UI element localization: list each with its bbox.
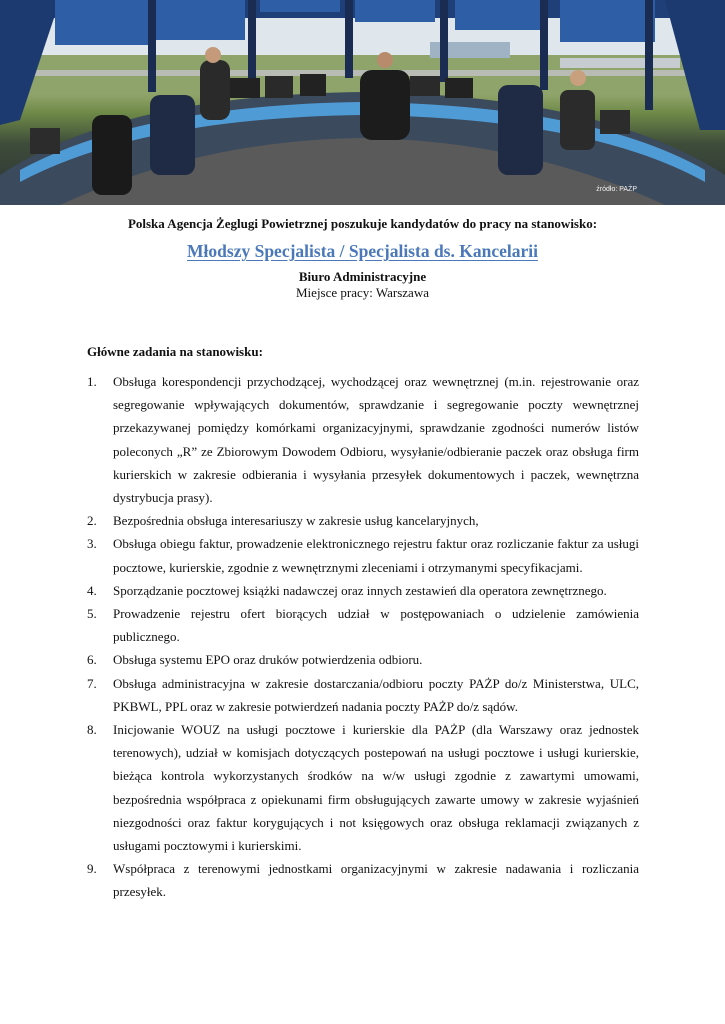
header-photo bbox=[0, 0, 725, 205]
tasks-list bbox=[87, 370, 639, 904]
department-name: Biuro Administracyjne bbox=[298, 269, 427, 284]
item-number: 4. bbox=[87, 582, 97, 598]
item-number: 1. bbox=[87, 374, 97, 389]
list-item bbox=[87, 532, 639, 578]
item-text: Inicjowanie WOUZ na usługi pocztowe i kurierskie dla PAŻP (dla Warszawy oraz jednostek terenowych), udział w komisjach dotyczących postepowań na usługi pocztowe i usługi kurierskie, bieżąca kontrola wykorzystanych środków na w/w usługi zgodnie z zawartymi umowami, bezpośrednia współpraca z opiekunami firm obsługujących zawarte umowy w zakresie wyjaśnień niezgodności oraz faktur korygujących i not księgowych oraz obsługa reklamacji związanych z usługami pocztowymi i kurierskimi. bbox=[113, 722, 639, 854]
tasks-heading: Główne zadania na stanowisku: bbox=[87, 344, 263, 359]
list-item bbox=[87, 857, 639, 903]
control-tower-illustration bbox=[0, 0, 725, 205]
item-number: 9. bbox=[87, 861, 97, 877]
item-text: Obsługa obiegu faktur, prowadzenie elektronicznego rejestru faktur oraz rozliczanie faktur za usługi pocztowe, kurierskie, zgodnie z wewnętrznymi zleceniami i otrzymanymi specyfikacjami. bbox=[113, 536, 639, 575]
item-number: 5. bbox=[87, 606, 97, 622]
item-number: 7. bbox=[87, 675, 97, 691]
item-text: Obsługa systemu EPO oraz druków potwierdzenia odbioru. bbox=[113, 652, 423, 668]
position-title: Młodszy Specjalista / Specjalista ds. Kancelarii bbox=[187, 241, 538, 261]
item-number: 3. bbox=[87, 536, 97, 552]
item-number: 6. bbox=[87, 652, 97, 668]
item-text: Współpraca z terenowymi jednostkami organizacyjnymi w zakresie nadawania i rozliczania przesyłek. bbox=[113, 861, 639, 900]
list-item bbox=[87, 718, 639, 857]
item-number: 2. bbox=[87, 513, 97, 529]
list-item bbox=[87, 579, 639, 602]
recruitment-intro: Polska Agencja Żeglugi Powietrznej poszukuje kandydatów do pracy na stanowisko: bbox=[127, 216, 598, 231]
item-text: Obsługa korespondencji przychodzącej, wychodzącej oraz wewnętrznej (m.in. rejestrowanie oraz segregowanie wpływających dokumentów, sprawdzanie i segregowanie poczty wewnętrznej przekazywanej pomiędzy komórkami organizacyjnymi, sprawdzanie zgodności numerów listów poleconych „R” ze Zbiorowym Dowodem Odbioru, wysyłanie/odbieranie paczek oraz obsługa firm kurierskich w zakresie odbierania i wysyłania przesyłek dokumentowych i paczek, wewnętrzna dystrybucja prasy). bbox=[113, 374, 639, 506]
item-text: Obsługa administracyjna w zakresie dostarczania/odbioru poczty PAŻP do/z Ministerstwa, ULC, PKBWL, PPL oraz w zakresie potwierdzeń nadania poczty PAŻP do/z sądów. bbox=[113, 675, 639, 714]
item-number: 8. bbox=[87, 722, 97, 738]
list-item bbox=[87, 672, 639, 718]
image-source-caption: źródło: PAŻP bbox=[596, 186, 637, 193]
list-item bbox=[87, 602, 639, 648]
item-text: Sporządzanie pocztowej książki nadawczej oraz innych zestawień dla operatora zewnętrznego. bbox=[113, 582, 607, 598]
list-item bbox=[87, 509, 639, 532]
item-text: Bezpośrednia obsługa interesariuszy w zakresie usług kancelaryjnych, bbox=[113, 513, 479, 529]
list-item bbox=[87, 370, 639, 509]
list-item bbox=[87, 648, 639, 671]
item-text: Prowadzenie rejestru ofert biorących udział w postępowaniach o udzielenie zamówienia publicznego. bbox=[113, 606, 639, 645]
work-location: Miejsce pracy: Warszawa bbox=[296, 285, 429, 300]
